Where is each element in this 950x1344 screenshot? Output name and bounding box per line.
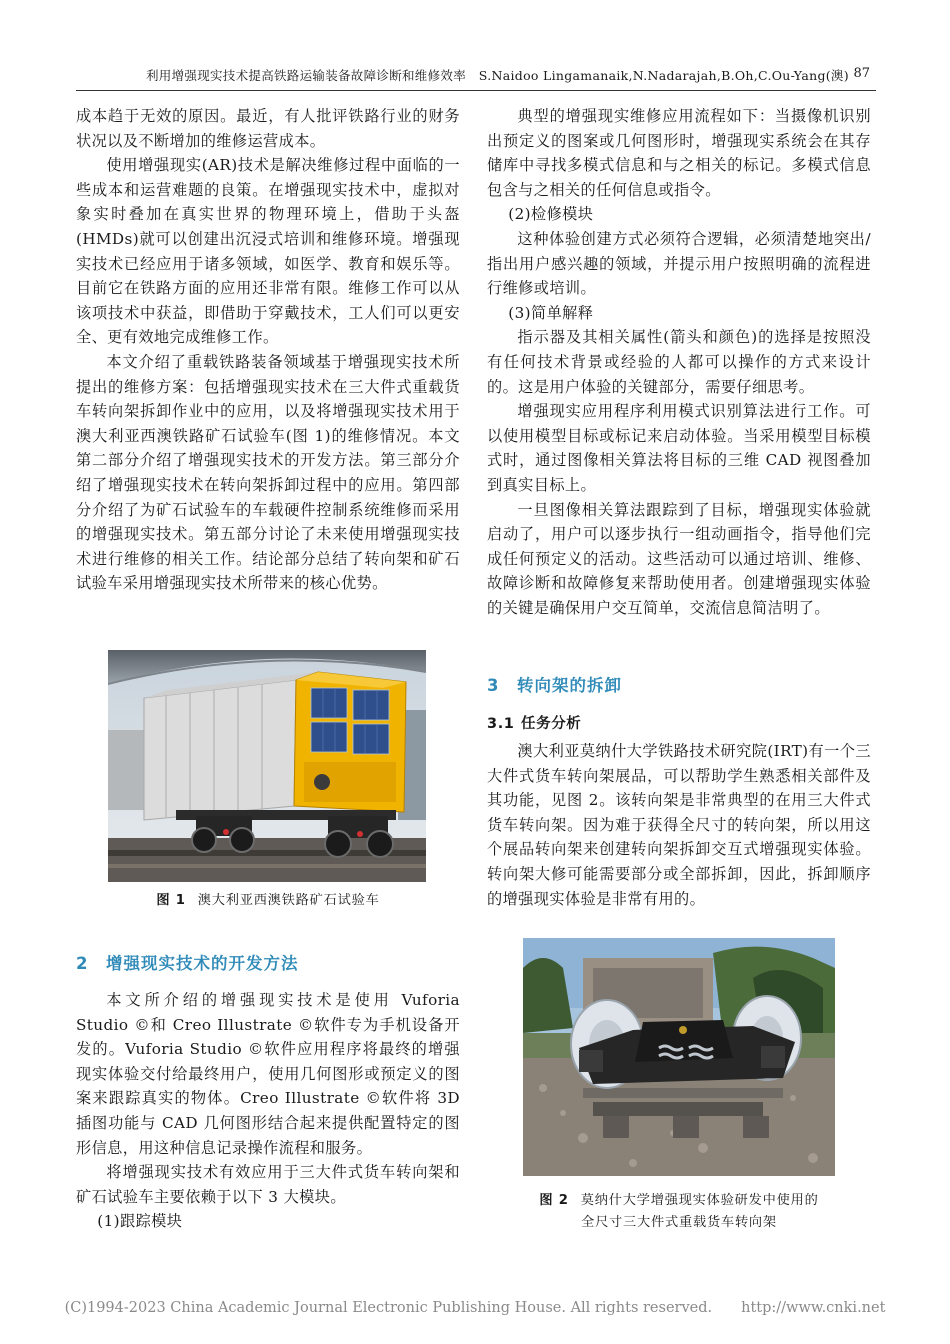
section-number: 2	[76, 954, 89, 973]
subsection-number: 3.1	[487, 716, 515, 732]
figure-2	[487, 938, 871, 1238]
freight-bogie-photo-icon	[523, 938, 835, 1176]
module-heading: (3)简单解释	[508, 303, 594, 322]
section-heading	[487, 672, 871, 696]
section-number: 3	[487, 676, 500, 695]
figure-1	[76, 650, 460, 916]
header-title: 利用增强现实技术提高铁路运输装备故障诊断和维修效率 S.Naidoo Lingamanaik,N.Nadarajah,B.Oh,C.Ou-Yang(澳)	[146, 68, 849, 83]
ore-test-wagon-photo-icon	[108, 650, 426, 882]
module-heading: (1)跟踪模块	[97, 1212, 183, 1231]
paragraph: 使用增强现实(AR)技术是解决维修过程中面临的一些成本和运营难题的良策。在增强现实技术中，虚拟对象实时叠加在真实世界的物理环境上，借助于头盔(HMDs)就可以创建出沉浸式培训和维修环境。增强现实技术已经应用于诸多领域，如医学、教育和娱乐等。目前它在铁路方面的应用还非常有限。维修工作可以从该项技术中获益，即借助于穿戴技术，工人们可以更安全、更有效地完成维修工作。	[76, 156, 460, 347]
subsection-heading	[487, 712, 871, 733]
page-number: 87	[853, 66, 870, 81]
paragraph: 澳大利亚莫纳什大学铁路技术研究院(IRT)有一个三大件式货车转向架展品，可以帮助学生熟悉相关部件及其功能，见图 2。该转向架是非常典型的在用三大件式货车转向架。因为难于获得全尺寸的转向架，所以用这个展品转向架来创建转向架拆卸交互式增强现实体验。转向架大修可能需要部分或全部拆卸，因此，拆卸顺序的增强现实体验是非常有用的。	[487, 742, 871, 908]
paragraph: 一旦图像相关算法跟踪到了目标，增强现实体验就启动了，用户可以逐步执行一组动画指令，指导他们完成任何预定义的活动。这些活动可以通过培训、维修、故障诊断和故障修复来帮助使用者。创建增强现实体验的关键是确保用户交互简单，交流信息简洁明了。	[487, 500, 871, 617]
section-heading	[76, 950, 460, 974]
paragraph: 这种体验创建方式必须符合逻辑，必须清楚地突出/指出用户感兴趣的领域，并提示用户按照明确的流程进行维修或培训。	[487, 229, 871, 298]
right-column	[487, 104, 871, 620]
figure-1-label: 图 1	[156, 893, 186, 908]
figure-2-label: 图 2	[539, 1193, 569, 1208]
copyright-footer: (C)1994-2023 China Academic Journal Electronic Publishing House. All rights reserved. http://www.cnki.net	[64, 1300, 886, 1316]
section-2	[76, 950, 460, 1234]
figure-2-caption-text-1: 莫纳什大学增强现实体验研发中使用的	[580, 1193, 819, 1208]
paragraph: 将增强现实技术有效应用于三大件式货车转向架和矿石试验车主要依赖于以下 3 大模块。	[76, 1163, 460, 1206]
figure-2-caption-line-1	[487, 1190, 871, 1212]
paragraph: 增强现实应用程序利用模式识别算法进行工作。可以使用模型目标或标记来启动体验。当采用模型目标模式时，通过图像相关算法将目标的三维 CAD 视图叠加到真实目标上。	[487, 402, 871, 494]
figure-2-caption-line-2: 全尺寸三大件式重载货车转向架	[581, 1215, 777, 1230]
section-title: 转向架的拆卸	[517, 676, 622, 695]
figure-1-caption	[76, 890, 460, 912]
section-title: 增强现实技术的开发方法	[106, 954, 299, 973]
figure-2-caption	[487, 1190, 871, 1234]
section-3	[487, 672, 871, 911]
paragraph: 成本趋于无效的原因。最近，有人批评铁路行业的财务状况以及不断增加的维修运营成本。	[76, 107, 460, 150]
paragraph: 本文所介绍的增强现实技术是使用 Vuforia Studio ©和 Creo Illustrate ©软件专为手机设备开发的。Vuforia Studio ©软件应用程序将最终的增强现实体验交付给最终用户，使用几何图形或预定义的图案来跟踪真实的物体。Creo Illustrate ©软件将 3D 插图功能与 CAD 几何图形结合起来提供配置特定的图形信息，用这种信息记录操作流程和服务。	[76, 991, 460, 1157]
paragraph: 本文介绍了重载铁路装备领域基于增强现实技术所提出的维修方案：包括增强现实技术在三大件式重载货车转向架拆卸作业中的应用，以及将增强现实技术用于澳大利亚西澳铁路矿石试验车(图 1)的维修情况。本文第二部分介绍了增强现实技术的开发方法。第三部分介绍了增强现实技术在转向架拆卸过程中的应用。第四部分介绍了为矿石试验车的车载硬件控制系统维修而采用的增强现实技术。第五部分讨论了未来使用增强现实技术进行维修的相关工作。结论部分总结了转向架和矿石试验车采用增强现实技术所带来的核心优势。	[76, 352, 460, 593]
paragraph: 指示器及其相关属性(箭头和颜色)的选择是按照没有任何技术背景或经验的人都可以操作的方式来设计的。这是用户体验的关键部分，需要仔细思考。	[487, 328, 871, 396]
left-column	[76, 104, 460, 596]
module-heading: (2)检修模块	[508, 205, 594, 224]
subsection-title: 任务分析	[521, 716, 582, 732]
figure-1-caption-text: 澳大利亚西澳铁路矿石试验车	[197, 893, 380, 908]
paragraph: 典型的增强现实维修应用流程如下：当摄像机识别出预定义的图案或几何图形时，增强现实系统会在其存储库中寻找多模式信息和与之相关的标记。多模式信息包含与之相关的任何信息或指令。	[487, 107, 871, 199]
running-header	[76, 64, 876, 91]
